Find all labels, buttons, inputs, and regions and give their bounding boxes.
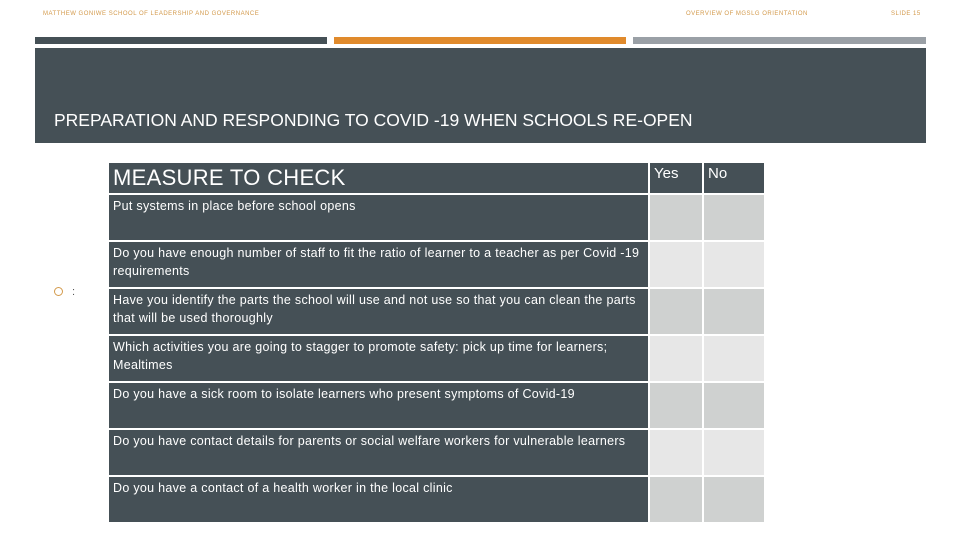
presentation-name: OVERVIEW OF MGSLG ORIENTATION bbox=[686, 11, 808, 17]
table-row bbox=[109, 195, 764, 240]
accent-bar-orange bbox=[334, 37, 626, 44]
yes-cell[interactable] bbox=[650, 430, 702, 475]
yes-cell[interactable] bbox=[650, 336, 702, 381]
header-measure: MEASURE TO CHECK bbox=[109, 163, 648, 193]
no-cell[interactable] bbox=[704, 430, 764, 475]
table-row bbox=[109, 336, 764, 381]
no-cell[interactable] bbox=[704, 383, 764, 428]
measure-cell: Have you identify the parts the school will use and not use so that you can clean the parts that will be used thoroughly bbox=[109, 289, 648, 334]
table-row bbox=[109, 430, 764, 475]
measure-cell: Which activities you are going to stagger to promote safety: pick up time for learners; Mealtimes bbox=[109, 336, 648, 381]
no-cell[interactable] bbox=[704, 477, 764, 522]
table-row bbox=[109, 242, 764, 287]
no-cell[interactable] bbox=[704, 242, 764, 287]
school-name: MATTHEW GONIWE SCHOOL OF LEADERSHIP AND GOVERNANCE bbox=[43, 11, 260, 17]
accent-bar-dark bbox=[35, 37, 327, 44]
slide-title: PREPARATION AND RESPONDING TO COVID -19 WHEN SCHOOLS RE-OPEN bbox=[54, 110, 693, 130]
measure-cell: Do you have enough number of staff to fit the ratio of learner to a teacher as per Covid -19 requirements bbox=[109, 242, 648, 287]
measure-cell: Do you have a contact of a health worker in the local clinic bbox=[109, 477, 648, 522]
no-cell[interactable] bbox=[704, 336, 764, 381]
title-band bbox=[35, 48, 926, 143]
no-cell[interactable] bbox=[704, 195, 764, 240]
measure-cell: Do you have a sick room to isolate learners who present symptoms of Covid-19 bbox=[109, 383, 648, 428]
yes-cell[interactable] bbox=[650, 289, 702, 334]
header-no: No bbox=[704, 163, 764, 193]
yes-cell[interactable] bbox=[650, 477, 702, 522]
table-header bbox=[109, 163, 764, 193]
measure-cell: Put systems in place before school opens bbox=[109, 195, 648, 240]
bullet-text: : bbox=[72, 286, 76, 298]
yes-cell[interactable] bbox=[650, 195, 702, 240]
slide-number: SLIDE 15 bbox=[891, 11, 921, 17]
header-yes: Yes bbox=[650, 163, 702, 193]
accent-bar-gray bbox=[633, 37, 926, 44]
checklist-table bbox=[107, 161, 766, 524]
measure-cell: Do you have contact details for parents or social welfare workers for vulnerable learners bbox=[109, 430, 648, 475]
circle-bullet-icon bbox=[54, 287, 63, 296]
table-row bbox=[109, 383, 764, 428]
no-cell[interactable] bbox=[704, 289, 764, 334]
yes-cell[interactable] bbox=[650, 242, 702, 287]
table-row bbox=[109, 289, 764, 334]
yes-cell[interactable] bbox=[650, 383, 702, 428]
table-row bbox=[109, 477, 764, 522]
